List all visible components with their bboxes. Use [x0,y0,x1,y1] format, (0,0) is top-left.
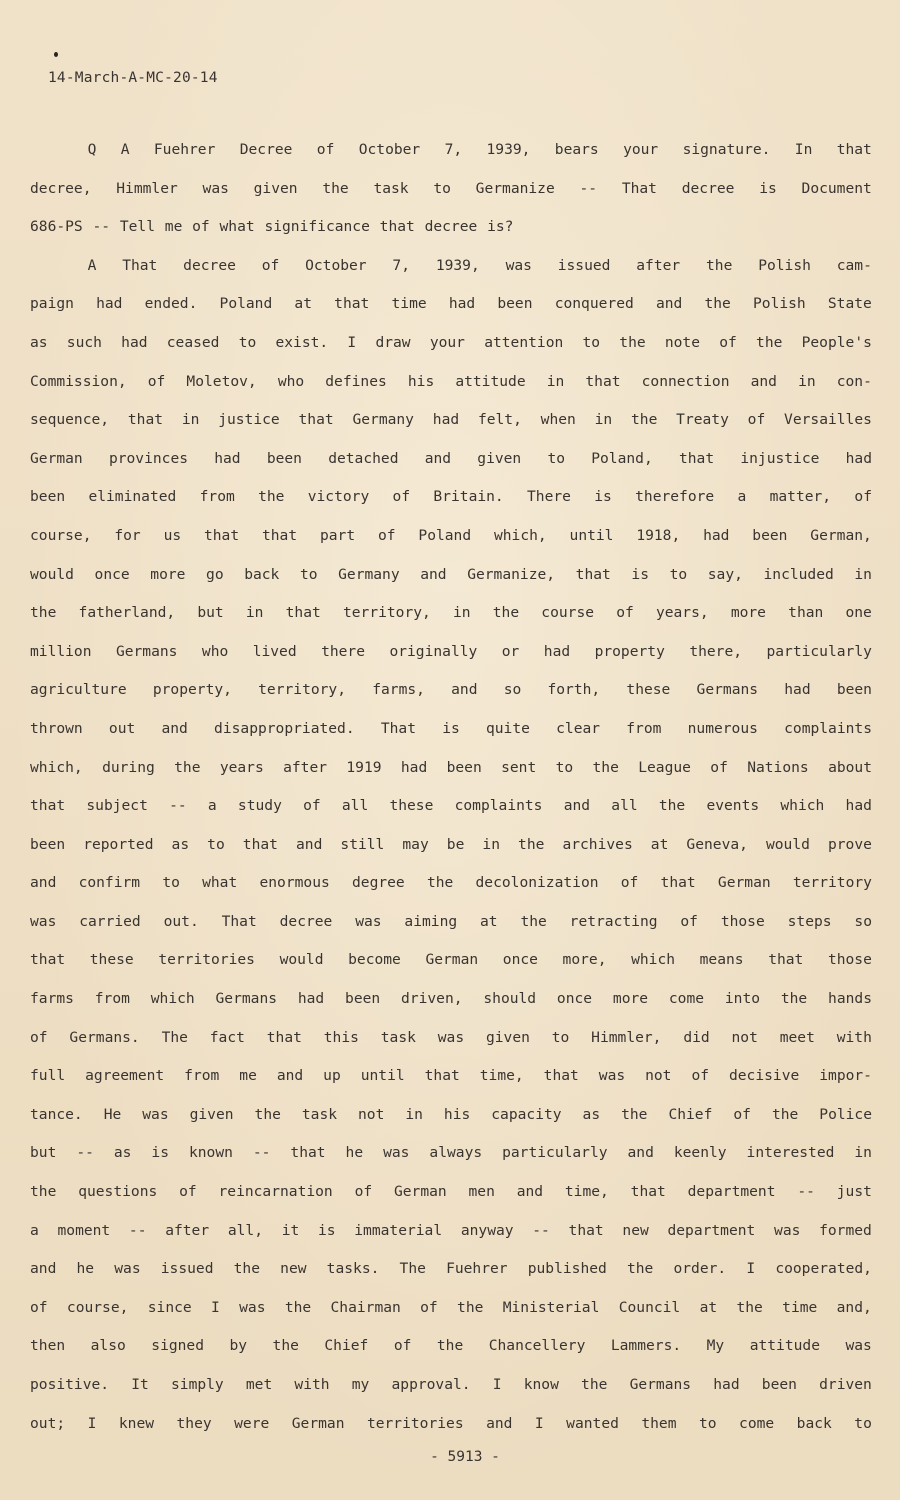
text-line: A That decree of October 7, 1939, was issued after the Polish cam- [87,256,872,274]
transcript-body [30,131,872,1443]
text-line: positive. It simply met with my approval. I know the Germans had been driven [30,1376,872,1393]
text-line: then also signed by the Chief of the Chancellery Lammers. My attitude was [30,1337,872,1355]
text-line: that subject -- a study of all these complaints and all the events which had [30,797,872,815]
text-line: was carried out. That decree was aiming at the retracting of those steps so [30,912,872,930]
text-line: a moment -- after all, it is immaterial anyway -- that new department was formed [30,1221,872,1239]
text-line: been reported as to that and still may be in the archives at Geneva, would prove [30,835,872,853]
text-line: of Germans. The fact that this task was given to Himmler, did not meet with [30,1028,872,1046]
text-line: Q A Fuehrer Decree of October 7, 1939, bears your signature. In that [87,141,872,158]
text-line: of course, since I was the Chairman of the Ministerial Council at the time and, [30,1298,872,1316]
text-line: German provinces had been detached and given to Poland, that injustice had [30,449,872,467]
text-line: paign had ended. Poland at that time had been conquered and the Polish State [30,295,872,313]
text-line: 686-PS -- Tell me of what significance that decree is? [30,218,514,236]
ink-speck [54,52,58,57]
text-line: would once more go back to Germany and Germanize, that is to say, included in [30,565,872,583]
text-line: and confirm to what enormous degree the decolonization of that German territory [30,874,872,892]
text-line: which, during the years after 1919 had been sent to the League of Nations about [30,758,872,776]
text-line: out; I knew they were German territories and I wanted them to come back to [30,1414,872,1432]
text-line: but -- as is known -- that he was always particularly and keenly interested in [30,1144,872,1162]
text-line: full agreement from me and up until that time, that was not of decisive impor- [30,1067,872,1085]
page-number-footer [0,1449,900,1465]
page-identifier: 14-March-A-MC-20-14 [48,70,218,86]
text-line: course, for us that that part of Poland which, until 1918, had been German, [30,526,872,544]
text-line: been eliminated from the victory of Britain. There is therefore a matter, of [30,488,872,506]
text-line: sequence, that in justice that Germany had felt, when in the Treaty of Versailles [30,411,872,429]
text-line: that these territories would become German once more, which means that those [30,951,872,969]
text-line: the questions of reincarnation of German men and time, that department -- just [30,1183,872,1201]
text-line: as such had ceased to exist. I draw your attention to the note of the People's [30,333,872,351]
text-line: decree, Himmler was given the task to Germanize -- That decree is Document [30,179,872,197]
text-line: tance. He was given the task not in his capacity as the Chief of the Police [30,1105,872,1123]
text-line: and he was issued the new tasks. The Fuehrer published the order. I cooperated, [30,1260,872,1278]
text-line: agriculture property, territory, farms, and so forth, these Germans had been [30,681,872,699]
text-line: farms from which Germans had been driven, should once more come into the hands [30,990,872,1008]
text-line: Commission, of Moletov, who defines his attitude in that connection and in con- [30,372,872,390]
text-line: million Germans who lived there originally or had property there, particularly [30,642,872,660]
text-line: thrown out and disappropriated. That is quite clear from numerous complaints [30,719,872,737]
page-number: - 5913 - [430,1449,500,1465]
text-line: the fatherland, but in that territory, in the course of years, more than one [30,604,872,622]
